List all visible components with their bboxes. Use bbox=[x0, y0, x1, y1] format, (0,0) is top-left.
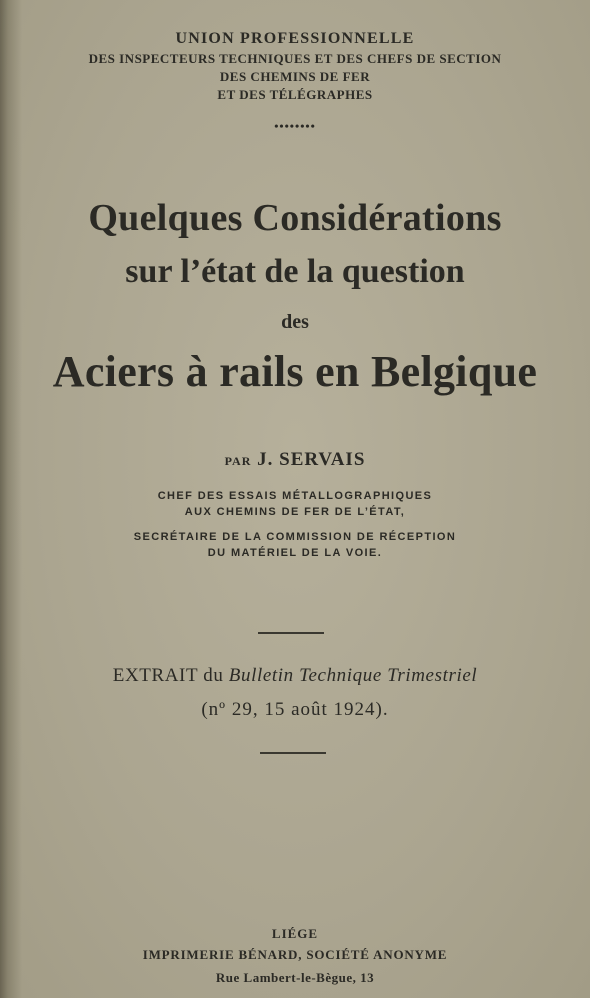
author-prefix: PAR bbox=[224, 454, 252, 468]
divider-bottom bbox=[260, 752, 326, 754]
bulletin-name: Bulletin Technique Trimestriel bbox=[228, 665, 478, 686]
title-line-4: Aciers à rails en Belgique bbox=[52, 347, 538, 396]
author-role-2: AUX CHEMINS DE FER DE L’ÉTAT, bbox=[184, 506, 406, 518]
author-name: J. SERVAIS bbox=[257, 449, 366, 470]
divider-top bbox=[258, 632, 324, 634]
author-role-4: DU MATÉRIEL DE LA VOIE. bbox=[207, 547, 383, 559]
org-title: UNION PROFESSIONNELLE bbox=[175, 30, 415, 47]
org-subtitle-3: ET DES TÉLÉGRAPHES bbox=[217, 87, 373, 102]
issue-line: (nº 29, 15 août 1924). bbox=[201, 699, 389, 720]
extract-word: EXTRAIT bbox=[112, 665, 198, 686]
author-role-3: SECRÉTAIRE DE LA COMMISSION DE RÉCEPTION bbox=[133, 531, 457, 543]
extract-du: du bbox=[203, 665, 224, 686]
author-role-1: CHEF DES ESSAIS MÉTALLOGRAPHIQUES bbox=[157, 490, 433, 502]
publisher-city: LIÉGE bbox=[271, 926, 319, 941]
title-line-3: des bbox=[281, 311, 309, 333]
title-line-2: sur l’état de la question bbox=[125, 253, 465, 290]
publisher-address: Rue Lambert-le-Bègue, 13 bbox=[215, 970, 375, 985]
org-subtitle-1: DES INSPECTEURS TECHNIQUES ET DES CHEFS DE SECTION bbox=[88, 51, 502, 66]
org-subtitle-2: DES CHEMINS DE FER bbox=[219, 69, 371, 84]
author-line bbox=[0, 449, 590, 471]
publisher-name: IMPRIMERIE BÉNARD, SOCIÉTÉ ANONYME bbox=[142, 947, 448, 962]
title-line-1: Quelques Considérations bbox=[88, 197, 502, 239]
extract-line bbox=[0, 665, 590, 687]
ornament-dots: •••••••• bbox=[274, 119, 316, 133]
